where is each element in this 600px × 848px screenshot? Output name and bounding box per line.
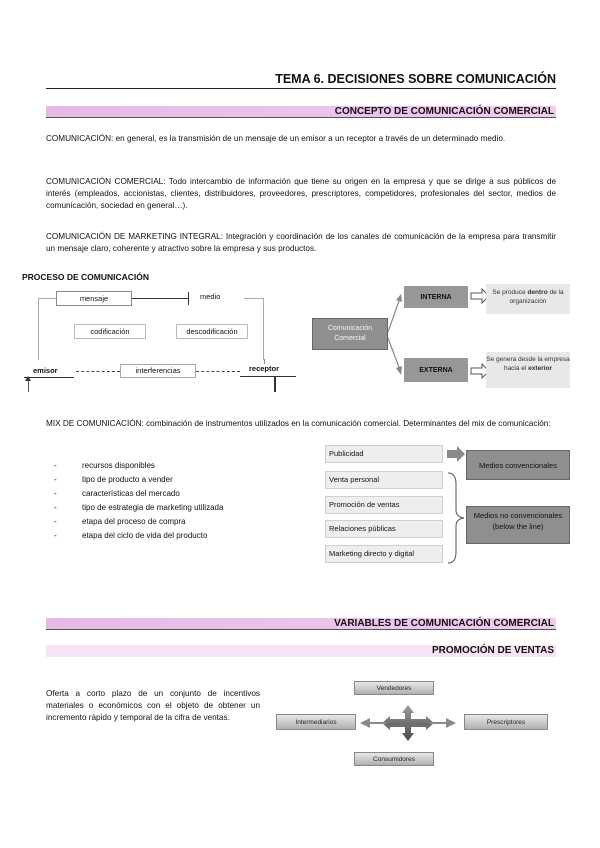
receptor-underline xyxy=(240,376,296,377)
receptor-stem xyxy=(274,377,276,392)
descodificacion-box: descodificación xyxy=(176,324,248,339)
mensaje-box: mensaje xyxy=(56,291,132,306)
tool-marketing-directo: Marketing directo y digital xyxy=(325,545,443,563)
list-item: - etapa del proceso de compra xyxy=(54,515,223,529)
mensaje-medio-line xyxy=(132,298,188,299)
mix-determinants-list xyxy=(54,459,223,543)
emisor-underline xyxy=(24,377,74,378)
mix-intro: MIX DE COMUNICACIÓN: combinación de instrumentos utilizados en la comunicación comercial. Determinantes del mix de comunicación: xyxy=(46,419,551,428)
medio-label: medio xyxy=(200,292,221,301)
tool-promocion-ventas: Promoción de ventas xyxy=(325,496,443,514)
emisor-arrow-head-icon xyxy=(25,376,31,381)
brace-icon xyxy=(446,472,466,564)
externa-box: EXTERNA xyxy=(404,358,468,382)
emisor-label: emisor xyxy=(33,366,58,375)
cross-arrows-icon xyxy=(356,698,460,750)
dash-left xyxy=(76,371,120,372)
paragraph-comunicacion-comercial: COMUNICACIÓN COMERCIAL: Todo intercambio de información que tiene su origen en la empresa y que se dirige a sus públicos de interés (empleados, accionistas, clientes, distribuidores, proveedores, prescriptores, competidores, profesionales del sector, medios de comunicación, sociedad en general…). xyxy=(46,177,556,210)
consumidores-box: Consumidores xyxy=(354,752,434,766)
medios-no-convencionales-box: Medios no convencionales (below the line) xyxy=(466,506,570,544)
list-item: - recursos disponibles xyxy=(54,459,223,473)
prescriptores-box: Prescriptores xyxy=(464,714,548,730)
receptor-label: receptor xyxy=(249,364,280,373)
section-band-variables: VARIABLES DE COMUNICACIÓN COMERCIAL xyxy=(46,618,556,630)
paragraph-marketing-integral: COMUNICACIÓN DE MARKETING INTEGRAL: Integración y coordinación de los canales de comunicación de la empresa para transmitir un mensaje claro, coherente y atractivo sobre la empresa y sus productos. xyxy=(46,232,556,253)
medio-tick xyxy=(188,292,189,305)
page-title: TEMA 6. DECISIONES SOBRE COMUNICACIÓN xyxy=(46,72,556,89)
list-item: - etapa del ciclo de vida del producto xyxy=(54,529,223,543)
list-item: - tipo de estrategia de marketing utilizada xyxy=(54,501,223,515)
interferencias-box: interferencias xyxy=(120,364,196,378)
publicidad-arrow-icon xyxy=(446,446,466,462)
intermediarios-box: Intermediarios xyxy=(276,714,356,730)
subsection-band-promocion: PROMOCIÓN DE VENTAS xyxy=(46,645,556,657)
comunicacion-comercial-box: Comunicación Comercial xyxy=(312,318,388,350)
medios-convencionales-box: Medios convencionales xyxy=(466,450,570,480)
vendedores-box: Vendedores xyxy=(354,681,434,695)
paragraph-comunicacion: COMUNICACIÓN: en general, es la transmisión de un mensaje de un emisor a un receptor a través de un determinado medio. xyxy=(46,134,506,143)
interna-description: Se produce dentro de la organización xyxy=(486,284,570,314)
promocion-definition: Oferta a corto plazo de un conjunto de incentivos materiales o económicos con el objeto de obtener un incremento rápido y temporal de la cifra de ventas. xyxy=(46,689,260,722)
tool-publicidad: Publicidad xyxy=(325,445,443,463)
tool-venta-personal: Venta personal xyxy=(325,471,443,489)
tool-relaciones-publicas: Relaciones públicas xyxy=(325,520,443,538)
receptor-connector xyxy=(264,359,265,364)
left-frame xyxy=(38,298,56,360)
externa-description: Se genera desde la empresa hacia el exterior xyxy=(486,352,570,388)
dash-right xyxy=(196,371,240,372)
proceso-heading: PROCESO DE COMUNICACIÓN xyxy=(22,272,150,282)
list-item: - características del mercado xyxy=(54,487,223,501)
section-band-concepto: CONCEPTO DE COMUNICACIÓN COMERCIAL xyxy=(46,106,556,118)
list-item: - tipo de producto a vender xyxy=(54,473,223,487)
codificacion-box: codificación xyxy=(74,324,146,339)
interna-box: INTERNA xyxy=(404,286,468,308)
